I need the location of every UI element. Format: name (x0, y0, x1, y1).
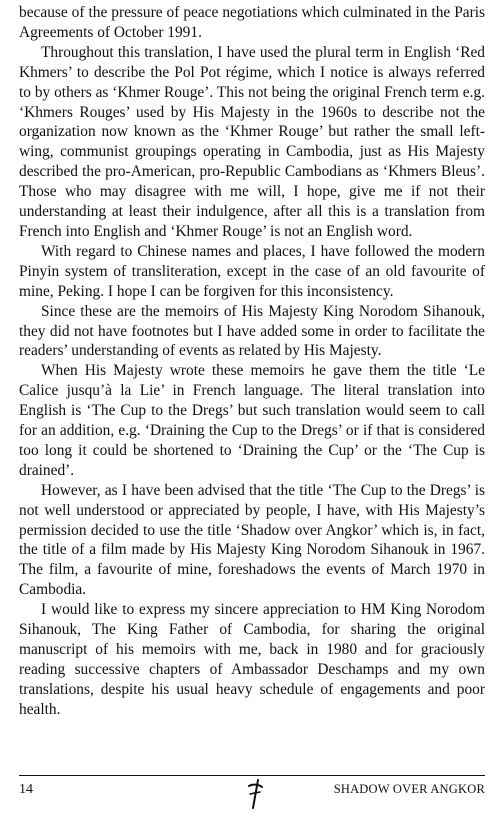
page-footer (19, 775, 485, 797)
body-paragraph: Since these are the memoirs of His Majesty King Norodom Sihanouk, they did not have footnotes but I have added some in order to facilitate the readers’ understanding of events as related by His Majesty. (19, 302, 485, 360)
page-body (19, 3, 485, 720)
body-paragraph: However, as I have been advised that the title ‘The Cup to the Dregs’ is not well understood or appreciated by people, I have, with His Majesty’s permission decided to use the title ‘Shadow over Angkor’ which is, in fact, the title of a film made by His Majesty King Norodom Sihanouk in 1967. The film, a favourite of mine, foreshadows the events of March 1970 in Cambodia. (19, 481, 485, 599)
body-paragraph: When His Majesty wrote these memoirs he gave them the title ‘Le Calice jusqu’à la Lie’ in French language. The literal translation into English is ‘The Cup to the Dregs’ but such translation would seem to call for an addition, e.g. ‘Draining the Cup to the Dregs’ or if that is considered too long it could be shortened to ‘Draining the Cup’ or the ‘The Cup is drained’. (19, 362, 485, 479)
body-paragraph: because of the pressure of peace negotiations which culminated in the Paris Agreements of October 1991. (19, 4, 485, 41)
running-title: SHADOW OVER ANGKOR (333, 782, 485, 796)
body-paragraph: Throughout this translation, I have used the plural term in English ‘Red Khmers’ to describe the Pol Pot régime, which I notice is always referred to by others as ‘Khmer Rouge’. This not being the original French term e.g. ‘Khmers Rouges’ used by His Majesty in the 1960s to describe not the organization now known as the ‘Khmer Rouge’ but rather the small left-wing, communist groupings operating in Cambodia, just as His Majesty described the pro-American, pro-Republic Cambodians as ‘Khmers Bleus’. Those who may disagree with me will, I hope, give me if not their understanding at least their indulgence, after all this is a translation from French into English and ‘Khmer Rouge’ is not an English word. (19, 43, 485, 240)
body-paragraph: With regard to Chinese names and places, I have followed the modern Pinyin system of transliteration, except in the case of an old favourite of mine, Peking. I hope I can be forgiven for this inconsistency. (19, 242, 485, 300)
body-paragraph: I would like to express my sincere appreciation to HM King Norodom Sihanouk, The King Father of Cambodia, for sharing the original manuscript of his memoirs with me, back in 1980 and for graciously reading successive chapters of Ambassador Deschamps and my own translations, despite his usual heavy schedule of engagements and poor health. (19, 601, 485, 718)
page-number: 14 (19, 782, 33, 797)
handwritten-mark-icon (245, 778, 265, 812)
